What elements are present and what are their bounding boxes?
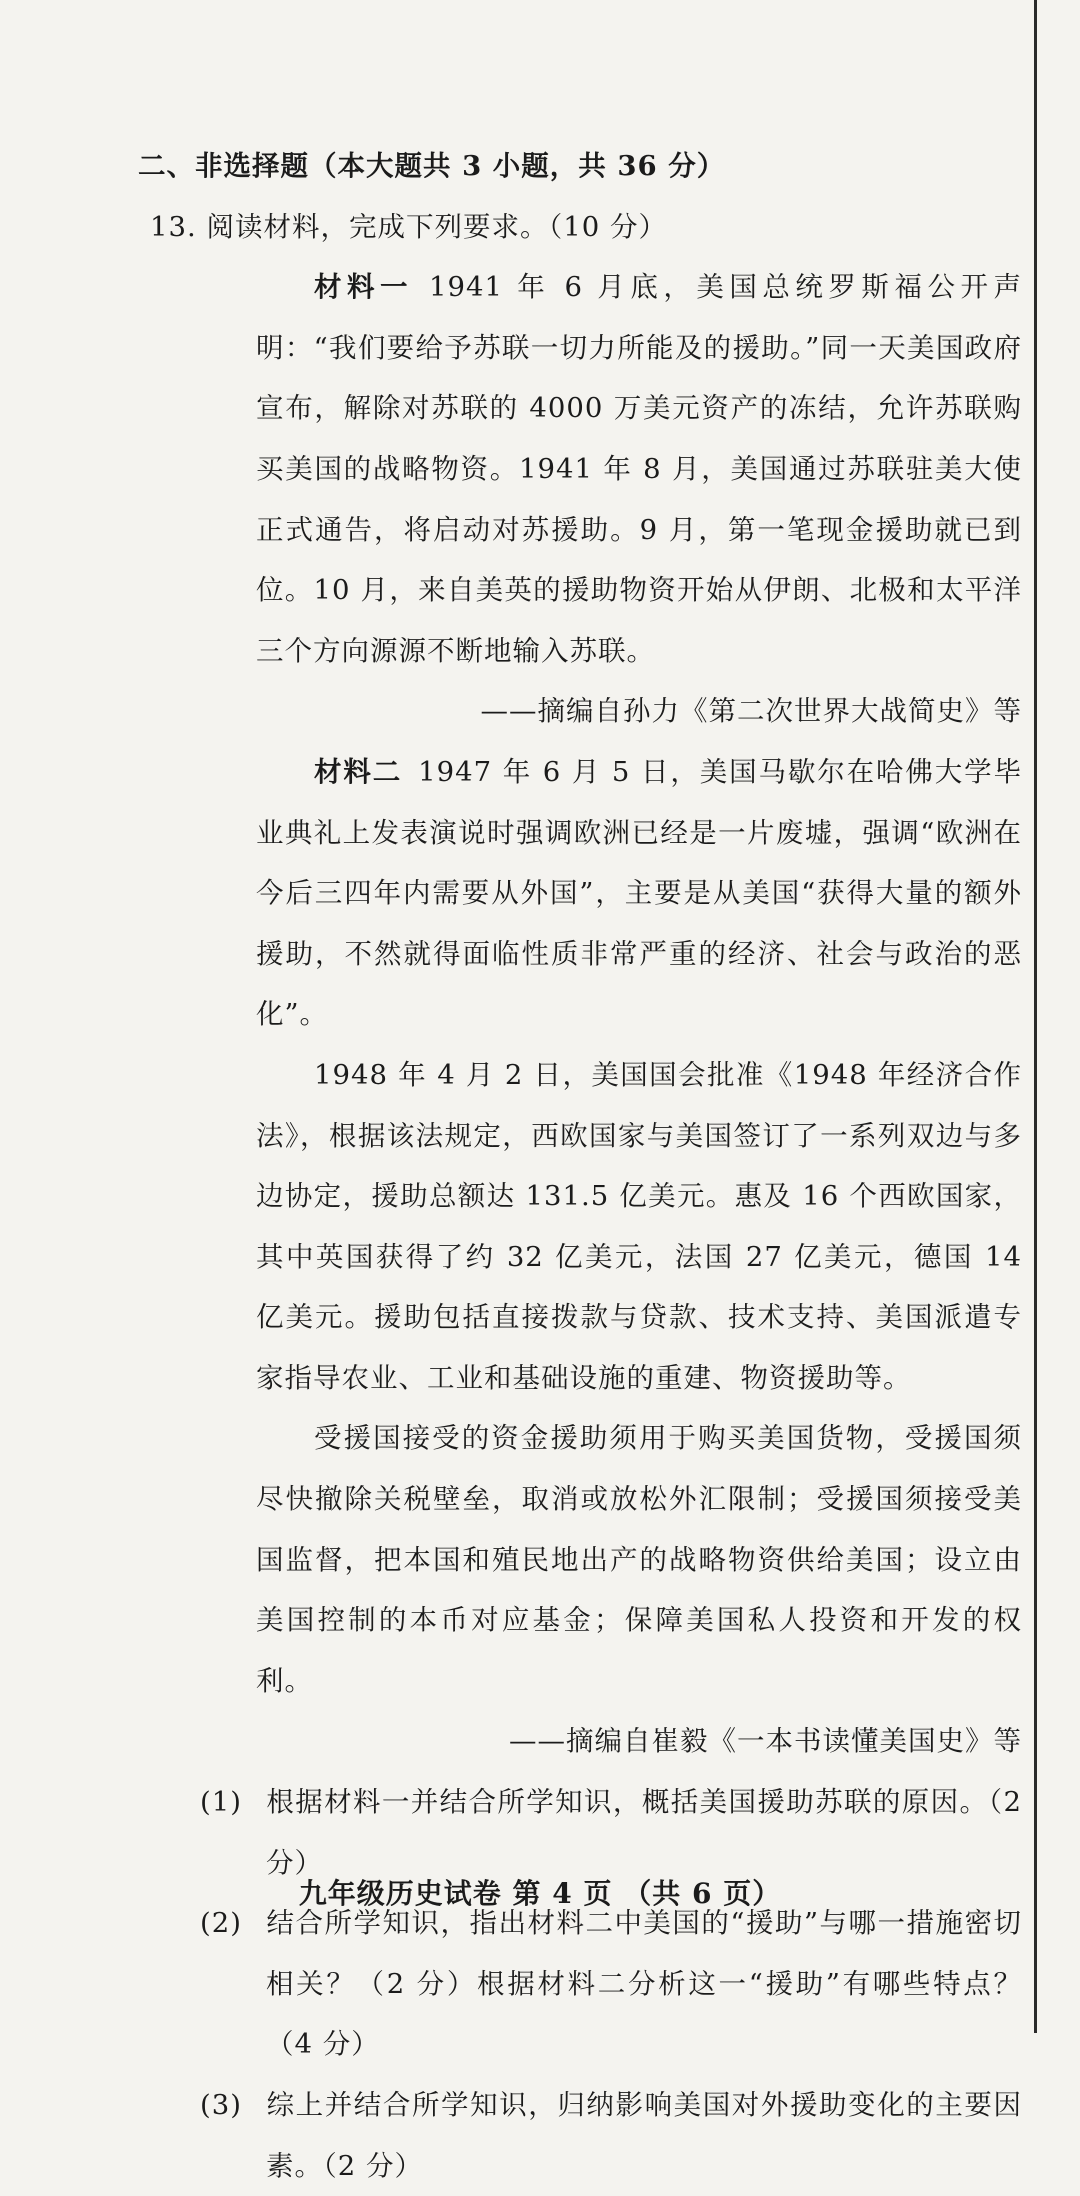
- question-header: 13. 阅读材料，完成下列要求。（10 分）: [150, 210, 667, 243]
- material-two-label: 材料二: [314, 755, 403, 788]
- subquestion-2: [138, 1893, 1022, 2075]
- material-one-text: 1941 年 6 月底，美国总统罗斯福公开声明：“我们要给予苏联一切力所能及的援助。”同一天美国政府宣布，解除对苏联的 4000 万美元资产的冻结，允许苏联购买美国的战略物资。1941 年 8 月，美国通过苏联驻美大使正式通告，将启动对苏援助。9 月，第一笔现金援助就已到位。10 月，来自美英的援助物资开始从伊朗、北极和太平洋三个方向源源不断地输入苏联。: [256, 271, 1022, 667]
- material-two-source: ——摘编自崔毅《一本书读懂美国史》等: [509, 1725, 1022, 1758]
- subquestion-3: [138, 2075, 1022, 2196]
- material-two-paragraph-3: 受援国接受的资金援助须用于购买美国货物，受援国须尽快撤除关税壁垒，取消或放松外汇限制；受援国须接受美国监督，把本国和殖民地出产的战略物资供给美国；设立由美国控制的本币对应基金；保障美国私人投资和开发的权利。: [256, 1422, 1022, 1697]
- material-one-label: 材料一: [314, 271, 414, 304]
- material-one: [138, 257, 1022, 681]
- subquestion-3-number: (3): [200, 2089, 242, 2121]
- section-title: 二、非选择题（本大题共 3 小题，共 36 分）: [138, 150, 726, 182]
- material-two: [138, 742, 1022, 1045]
- subquestion-2-number: (2): [200, 1907, 242, 1940]
- subquestion-1-text: 根据材料一并结合所学知识，概括美国援助苏联的原因。（2 分）: [266, 1786, 1022, 1879]
- material-two-paragraph-2: 1948 年 4 月 2 日，美国国会批准《1948 年经济合作法》，根据该法规定，西欧国家与美国签订了一系列双边与多边协定，援助总额达 131.5 亿美元。惠及 16 个西欧国家，其中英国获得了约 32 亿美元，法国 27 亿美元，德国 14 亿美元。援助包括直接拨款与贷款、技术支持、美国派遣专家指导农业、工业和基础设施的重建、物资援助等。: [256, 1058, 1022, 1394]
- page-edge-rule: [1034, 0, 1037, 2033]
- subquestion-3-text: 综上并结合所学知识，归纳影响美国对外援助变化的主要因素。（2 分）: [266, 2089, 1022, 2182]
- subquestion-1-number: (1): [200, 1786, 242, 1819]
- subquestion-2-text: 结合所学知识，指出材料二中美国的“援助”与哪一措施密切相关？（2 分）根据材料二分析这一“援助”有哪些特点？（4 分）: [266, 1907, 1022, 2061]
- material-two-text: 1947 年 6 月 5 日，美国马歇尔在哈佛大学毕业典礼上发表演说时强调欧洲已经是一片废墟，强调“欧洲在今后三四年内需要从外国”，主要是从美国“获得大量的额外援助，不然就得面临性质非常严重的经济、社会与政治的恶化”。: [256, 755, 1023, 1031]
- material-one-source: ——摘编自孙力《第二次世界大战简史》等: [480, 695, 1022, 728]
- page-footer: 九年级历史试卷 第 4 页 （共 6 页）: [298, 1877, 782, 1910]
